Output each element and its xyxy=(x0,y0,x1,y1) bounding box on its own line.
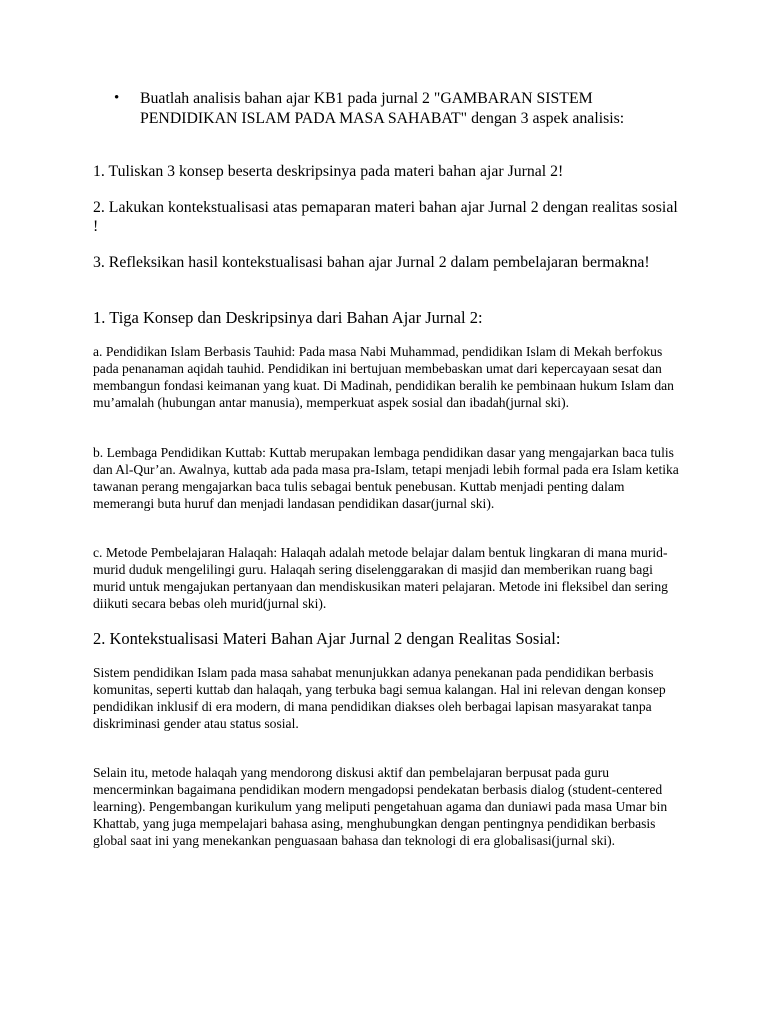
section-1-paragraph-c: c. Metode Pembelajaran Halaqah: Halaqah adalah metode belajar dalam bentuk lingkaran di mana murid-murid duduk mengelilingi guru. Halaqah sering diselenggarakan di masjid dan memberikan ruang bagi murid untuk mengajukan pertanyaan dan mendiskusikan materi pelajaran. Metode ini fleksibel dan sering diikuti secara bebas oleh murid(jurnal ski). xyxy=(93,545,668,611)
section-2-paragraph-1: Sistem pendidikan Islam pada masa sahabat menunjukkan adanya penekanan pada pendidikan berbasis komunitas, seperti kuttab dan halaqah, yang terbuka bagi semua kalangan. Hal ini relevan dengan konsep pendidikan inklusif di era modern, di mana pendidikan diakses oleh berbagai lapisan masyarakat tanpa diskriminasi gender atau status sosial. xyxy=(93,665,666,731)
section-1-paragraph-b: b. Lembaga Pendidikan Kuttab: Kuttab merupakan lembaga pendidikan dasar yang mengajarkan baca tulis dan Al-Qur’an. Awalnya, kuttab ada pada masa pra-Islam, tetapi menjadi lebih formal pada era Islam ketika tawanan perang mengajarkan baca tulis sebagai bentuk penebusan. Kuttab menjadi penting dalam memerangi buta huruf dan menjadi landasan pendidikan dasar(jurnal ski). xyxy=(93,445,679,511)
section-2-paragraph-2: Selain itu, metode halaqah yang mendorong diskusi aktif dan pembelajaran berpusat pada guru mencerminkan bagaimana pendidikan modern mengadopsi pendekatan berbasis dialog (student-centered learning). Pengembangan kurikulum yang meliputi pengetahuan agama dan duniawi pada masa Umar bin Khattab, yang juga mempelajari bahasa asing, menghubungkan dengan pentingnya pendidikan berbasis global saat ini yang menekankan penguasaan bahasa dan teknologi di era globalisasi(jurnal ski). xyxy=(93,765,668,848)
section-2-heading: 2. Kontekstualisasi Materi Bahan Ajar Jurnal 2 dengan Realitas Sosial: xyxy=(93,629,561,648)
section-1-heading: 1. Tiga Konsep dan Deskripsinya dari Bahan Ajar Jurnal 2: xyxy=(93,308,483,327)
bullet-icon: • xyxy=(114,90,120,106)
section-1-paragraph-a: a. Pendidikan Islam Berbasis Tauhid: Pada masa Nabi Muhammad, pendidikan Islam di Mekah berfokus pada penanaman aqidah tauhid. Pendidikan ini bertujuan membebaskan umat dari kepercayaan sesat dan membangun fondasi keimanan yang kuat. Di Madinah, pendidikan beralih ke pembinaan hukum Islam dan mu’amalah (hubungan antar manusia), memperkuat aspek sosial dan ibadah(jurnal ski). xyxy=(93,344,674,410)
question-1: 1. Tuliskan 3 konsep beserta deskripsinya pada materi bahan ajar Jurnal 2! xyxy=(93,163,564,180)
question-3: 3. Refleksikan hasil kontekstualisasi bahan ajar Jurnal 2 dalam pembelajaran bermakna! xyxy=(93,254,650,271)
question-2: 2. Lakukan kontekstualisasi atas pemaparan materi bahan ajar Jurnal 2 dengan realitas sosial ! xyxy=(93,199,678,235)
instruction-text: Buatlah analisis bahan ajar KB1 pada jurnal 2 "GAMBARAN SISTEM PENDIDIKAN ISLAM PADA MASA SAHABAT" dengan 3 aspek analisis: xyxy=(140,90,625,127)
instruction-bullet xyxy=(114,89,674,128)
